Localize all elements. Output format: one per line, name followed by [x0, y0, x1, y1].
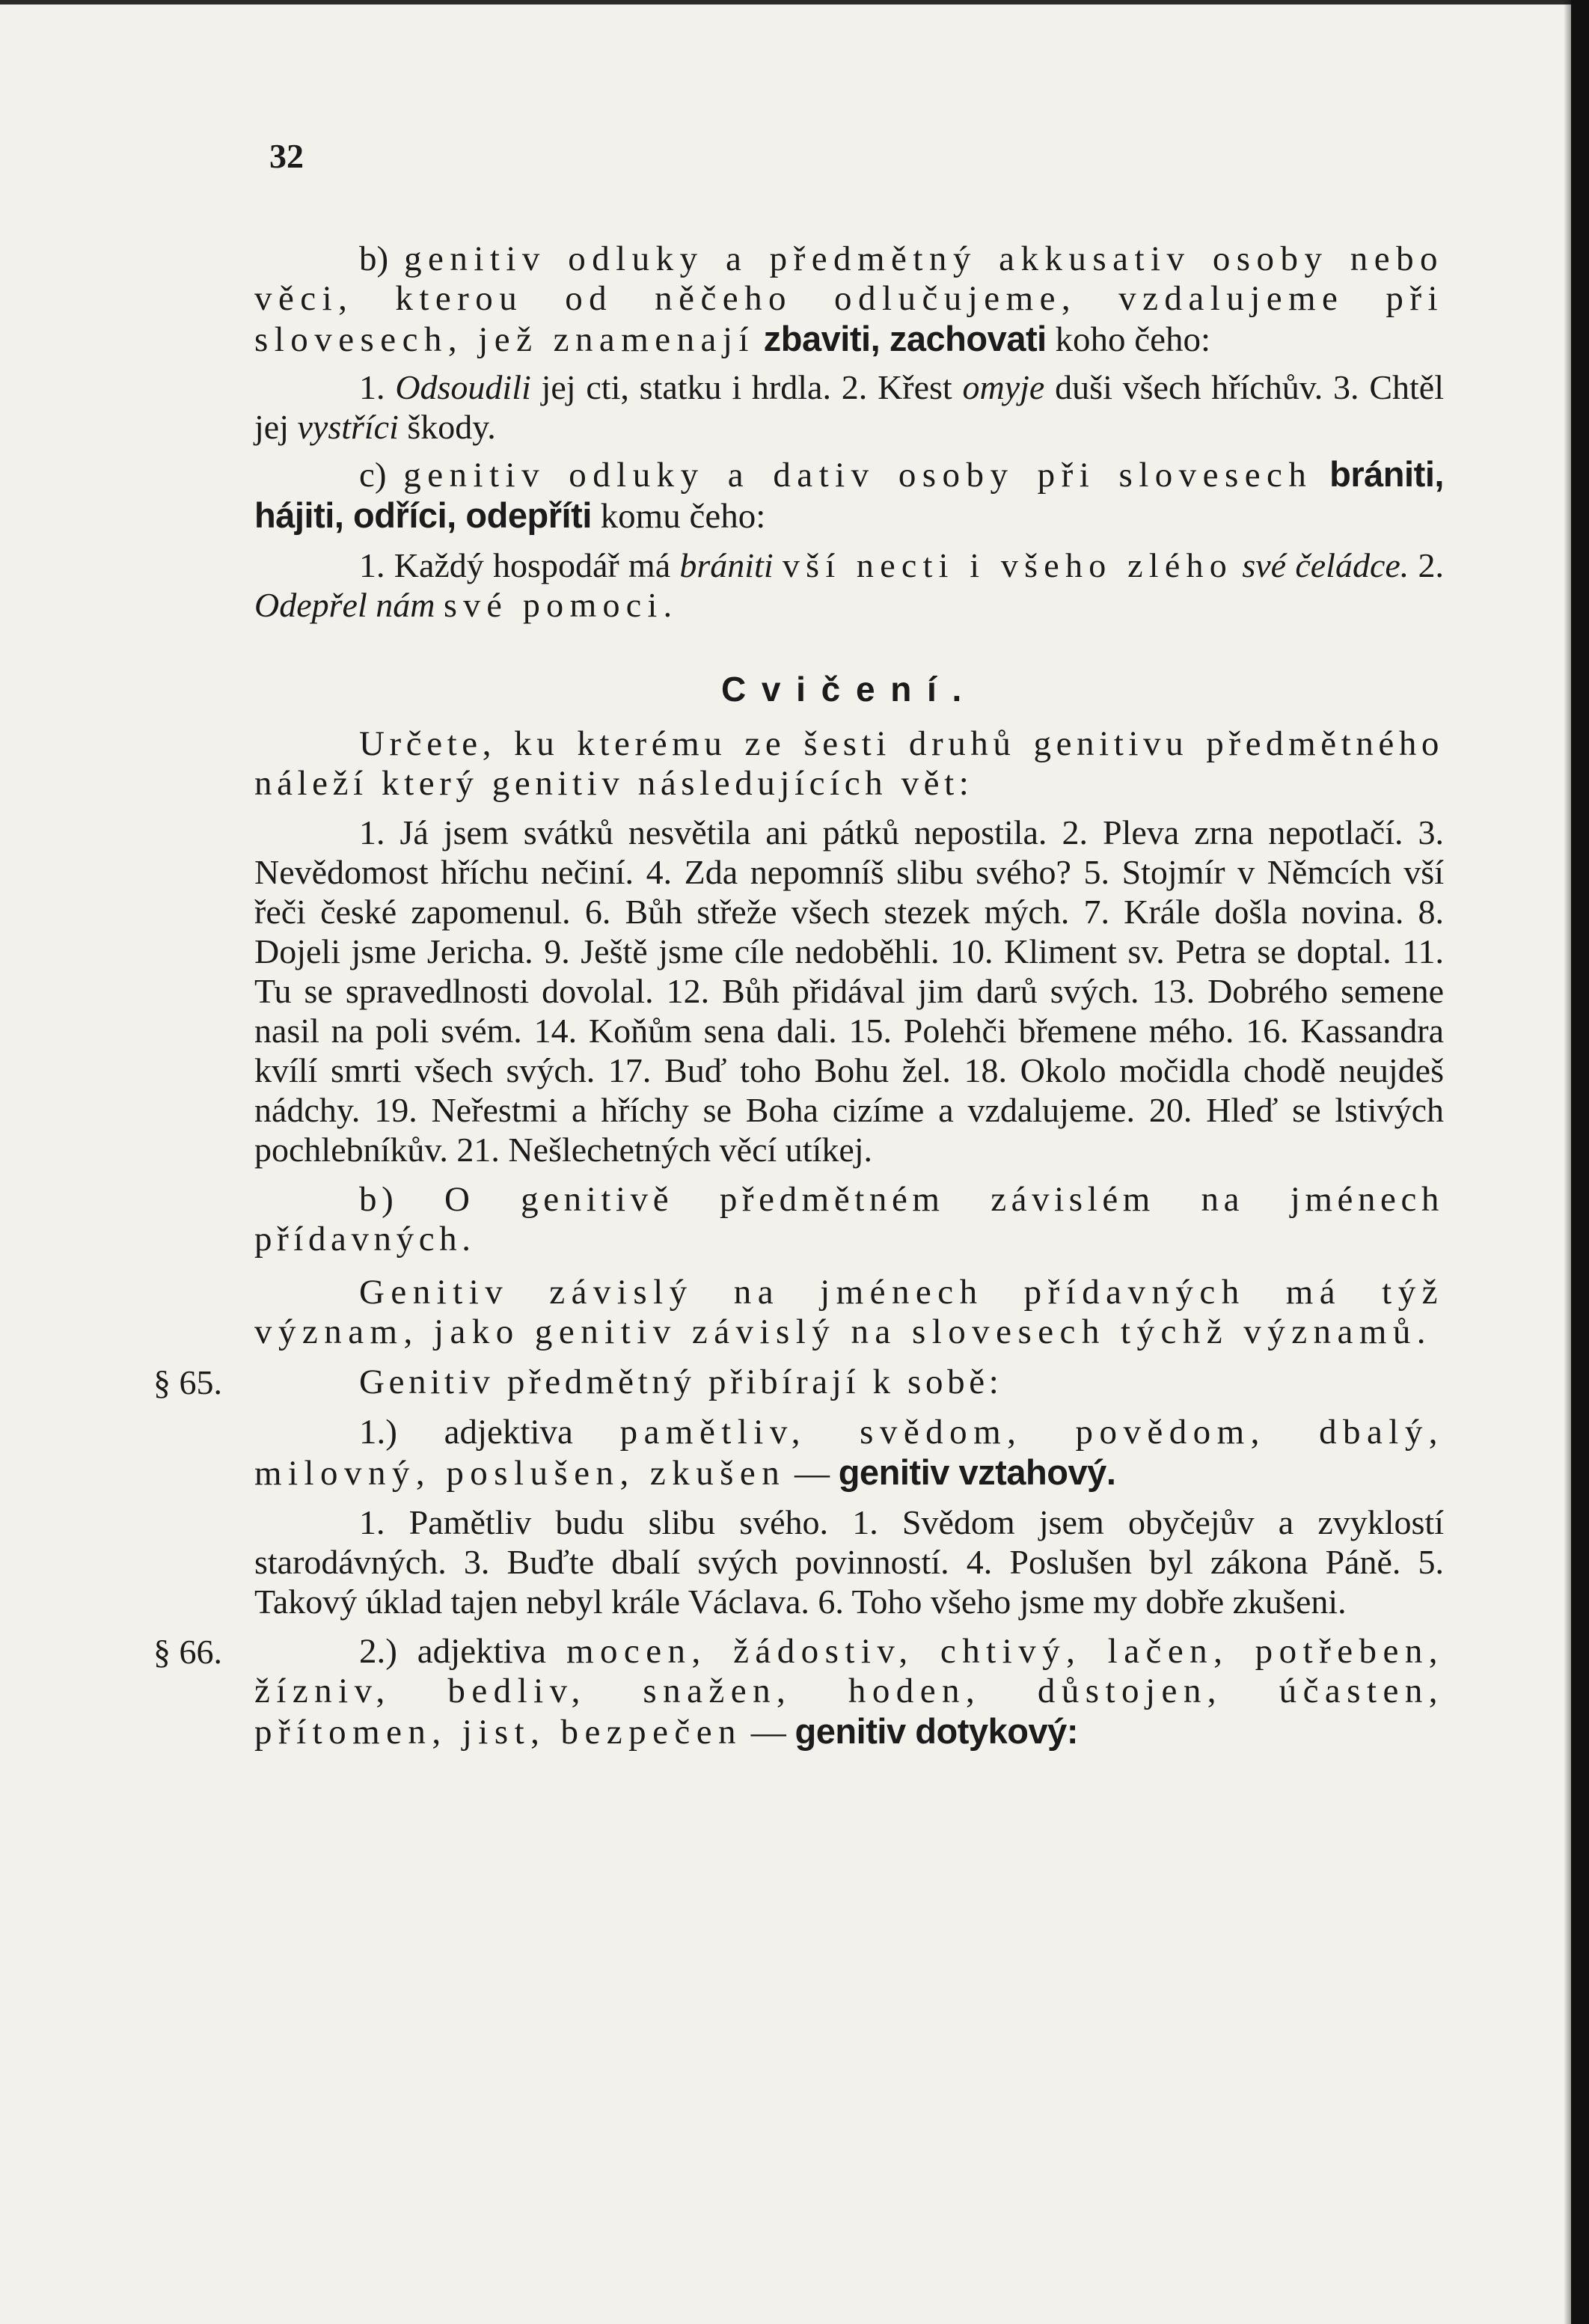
section-b-lead: b)	[359, 239, 389, 278]
section-b-paragraph	[254, 239, 1444, 360]
paragraph-65-number: § 65.	[153, 1363, 222, 1401]
section-c-text: genitiv odluky a dativ osoby při slovesech	[403, 456, 1313, 495]
section-c-verbs: brániti, hájiti, odříci, odepříti	[254, 454, 1444, 535]
example-b-word-2: omyje	[962, 368, 1045, 406]
paragraph-65-item-dash: —	[794, 1454, 830, 1493]
example-b	[254, 367, 1444, 447]
exercise-heading: Cvičení.	[720, 670, 977, 709]
example-b-word-1: Odsoudili	[395, 368, 531, 406]
example-c	[254, 545, 1444, 625]
exercise-instruction: Určete, ku kterému ze šesti druhů genitivu předmětného náleží který genitiv následujících vět:	[254, 724, 1444, 803]
paragraph-65-text: Genitiv předmětný přibírají k sobě:	[359, 1363, 1003, 1401]
example-c-text-2: 2.	[1418, 546, 1445, 584]
page-number: 32	[269, 137, 304, 175]
example-c-num: 1. Každý hospodář má	[359, 546, 671, 584]
example-b-text-2: duši všech hříchův. 3. Chtěl jej	[254, 368, 1445, 446]
subsection-b-text: Genitiv závislý na jménech přídavných má týž význam, jako genitiv závislý na slovesech týchž významů.	[254, 1273, 1444, 1351]
section-b-text: genitiv odluky a předmětný akkusativ osoby nebo věci, kterou od něčeho odlučujeme, vzdalujeme při slovesech, jež znamenají	[254, 239, 1445, 359]
paragraph-65-examples: 1. Pamětliv budu slibu svého. 1. Svědom jsem obyčejův a zvyklostí starodávných. 3. Buďte dbalí svých povinností. 4. Poslušen byl zákona Páně. 5. Takový úklad tajen nebyl krále Václava. 6. Toho všeho jsme my dobře zkušeni.	[254, 1503, 1444, 1621]
example-c-text-1: vší necti i všeho zlého	[782, 546, 1234, 584]
exercise-sentences: 1. Já jsem svátků nesvětila ani pátků nepostila. 2. Pleva zrna nepotlačí. 3. Nevědomost hříchu nečiní. 4. Zda nepomníš slibu svého? 5. Stojmír v Němcích vší řeči české zapomenul. 6. Bůh střeže všech stezek mých. 7. Krále došla novina. 8. Dojeli jsme Jericha. 9. Ještě jsme cíle nedoběhli. 10. Kliment sv. Petra se doptal. 11. Tu se spravedlnosti dovolal. 12. Bůh přidával jim darů svých. 13. Dobrého semene nasil na poli svém. 14. Koňům sena dali. 15. Polehči břemene mého. 16. Kassandra kvílí smrti všech svých. 17. Buď toho Bohu žel. 18. Okolo močidla chodě neujdeš nádchy. 19. Neřestmi a hříchy se Boha cizíme a vzdalujeme. 20. Hleď se lstivých pochlebníkův. 21. Nešlechetných věcí utíkej.	[254, 813, 1444, 1169]
scan-top-edge	[0, 0, 1589, 4]
example-b-word-3: vystříci	[297, 408, 399, 446]
section-c-cases: komu čeho:	[600, 497, 766, 536]
paragraph-65-item-lead: 1.) adjektiva	[359, 1413, 573, 1452]
example-c-word-2: své čeládce.	[1242, 546, 1409, 584]
example-b-text-3: škody.	[407, 408, 496, 446]
section-c-lead: c)	[359, 456, 387, 495]
example-c-word-3: Odepřel nám	[254, 586, 435, 624]
scan-edge-shadow	[1564, 0, 1571, 2324]
section-c-paragraph	[254, 454, 1444, 536]
paragraph-66-number: § 66.	[153, 1633, 222, 1671]
paragraph-66-item	[254, 1632, 1444, 1752]
example-b-text-1: jej cti, statku i hrdla. 2. Křest	[541, 368, 952, 406]
paragraph-66-item-dash: —	[750, 1713, 786, 1752]
example-c-text-3: své pomoci.	[443, 586, 679, 624]
paragraph-65-item	[254, 1413, 1444, 1493]
paragraph-66-item-words: mocen, žádostiv, chtivý, lačen, potřeben, žízniv, bedliv, snažen, hoden, důstojen, účasten, přítomen, jist, bezpečen	[254, 1632, 1444, 1752]
subsection-b-heading: b) O genitivě předmětném závislém na jménech přídavných.	[254, 1180, 1444, 1259]
section-b-verbs: zbaviti, zachovati	[763, 319, 1047, 358]
paragraph-66-item-term: genitiv dotykový:	[794, 1711, 1079, 1751]
page-body	[153, 135, 1445, 1752]
section-b-cases: koho čeho:	[1055, 320, 1211, 359]
example-c-word-1: brániti	[679, 546, 774, 584]
paragraph-65-item-term: genitiv vztahový.	[838, 1452, 1116, 1492]
paragraph-65	[153, 1363, 1444, 1402]
paragraph-65-item-words: pamětliv, svědom, povědom, dbalý, milovný, poslušen, zkušen	[254, 1413, 1444, 1493]
paragraph-66	[153, 1632, 1444, 1752]
scan-right-edge	[1571, 0, 1589, 2324]
paragraph-66-item-lead: 2.) adjektiva	[359, 1632, 547, 1671]
example-b-num: 1.	[359, 368, 385, 406]
